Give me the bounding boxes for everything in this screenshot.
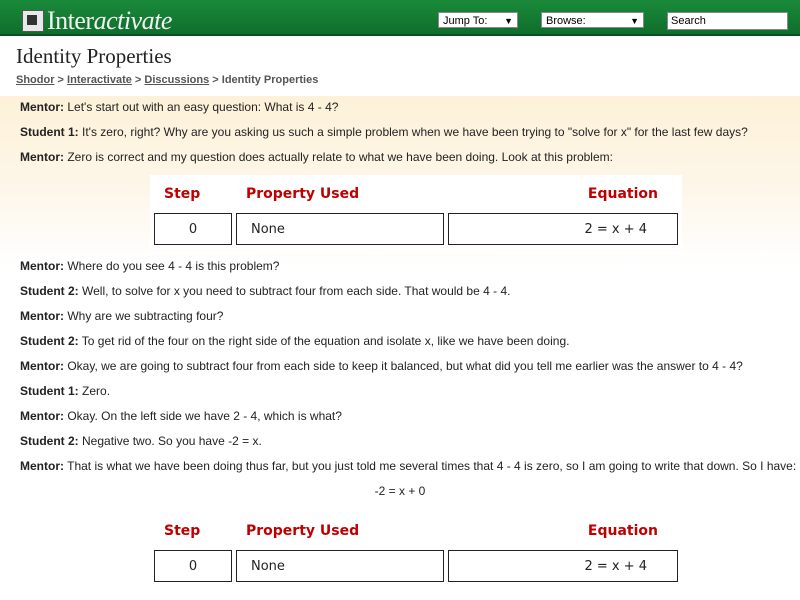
browse-label: Browse:: [546, 15, 586, 27]
breadcrumb-current: Identity Properties: [221, 74, 319, 86]
dialogue-line: Mentor: Zero is correct and my question does actually relate to what we have been doing. Look at this problem:: [20, 150, 613, 164]
header-property: Property Used: [246, 186, 360, 202]
header-equation: Equation: [587, 523, 658, 539]
dialogue-line: Mentor: Let's start out with an easy question: What is 4 - 4?: [20, 100, 339, 114]
logo-text-part1: Inter: [47, 6, 94, 35]
dialogue-line: Mentor: Where do you see 4 - 4 is this problem?: [20, 259, 280, 273]
dialogue-line: Student 2: To get rid of the four on the right side of the equation and isolate x, like we have been doing.: [20, 334, 570, 348]
logo-text-part2: activate: [93, 6, 172, 35]
header-property: Property Used: [246, 523, 360, 539]
header-equation: Equation: [587, 186, 658, 202]
site-header: [0, 0, 800, 36]
discussion-content: [0, 96, 800, 586]
breadcrumb-discussions[interactable]: Discussions: [144, 74, 210, 86]
browse-select[interactable]: [541, 12, 644, 28]
dialogue-line: Student 2: Well, to solve for x you need to subtract four from each side. That would be 4 - 4.: [20, 284, 511, 298]
dialogue-line: Mentor: Why are we subtracting four?: [20, 309, 224, 323]
dialogue-line: Student 1: Zero.: [20, 384, 111, 398]
header-step: Step: [164, 186, 201, 202]
cell-property: None: [236, 550, 444, 582]
breadcrumb-shodor[interactable]: Shodor: [16, 74, 55, 86]
table-row: [154, 550, 678, 582]
chevron-down-icon: ▼: [630, 16, 639, 26]
dialogue-line: Student 1: It's zero, right? Why are you asking us such a simple problem when we have been trying to "solve for x" for the last few days?: [20, 125, 748, 139]
cell-step: 0: [154, 550, 232, 582]
table-row: [154, 213, 678, 245]
header-step: Step: [164, 523, 201, 539]
cell-property: None: [236, 213, 444, 245]
interactivate-logo[interactable]: [22, 6, 172, 36]
steps-table: [150, 512, 682, 586]
dialogue-line: Mentor: Okay, we are going to subtract four from each side to keep it balanced, but what did you tell me earlier was the answer to 4 - 4?: [20, 359, 743, 373]
dialogue-line: Mentor: That is what we have been doing thus far, but you just told me several times that 4 - 4 is zero, so I am going to write that down. So I have:: [20, 459, 797, 473]
breadcrumb-interactivate[interactable]: Interactivate: [67, 74, 132, 86]
dialogue-line: Mentor: Okay. On the left side we have 2 - 4, which is what?: [20, 409, 342, 423]
search-input[interactable]: Search: [667, 12, 788, 30]
dialogue-line: Student 2: Negative two. So you have -2 = x.: [20, 434, 262, 448]
jump-to-select[interactable]: [438, 12, 518, 28]
steps-table: [150, 175, 682, 249]
logo-icon: [22, 10, 44, 32]
cell-step: 0: [154, 213, 232, 245]
cell-equation: 2 = x + 4: [448, 213, 678, 245]
breadcrumb: Shodor > Interactivate > Discussions > Identity Properties: [16, 74, 319, 86]
chevron-down-icon: ▼: [504, 16, 513, 26]
page-title: Identity Properties: [16, 44, 172, 68]
jump-to-label: Jump To:: [443, 15, 488, 27]
cell-equation: 2 = x + 4: [448, 550, 678, 582]
equation-line: -2 = x + 0: [374, 484, 426, 498]
